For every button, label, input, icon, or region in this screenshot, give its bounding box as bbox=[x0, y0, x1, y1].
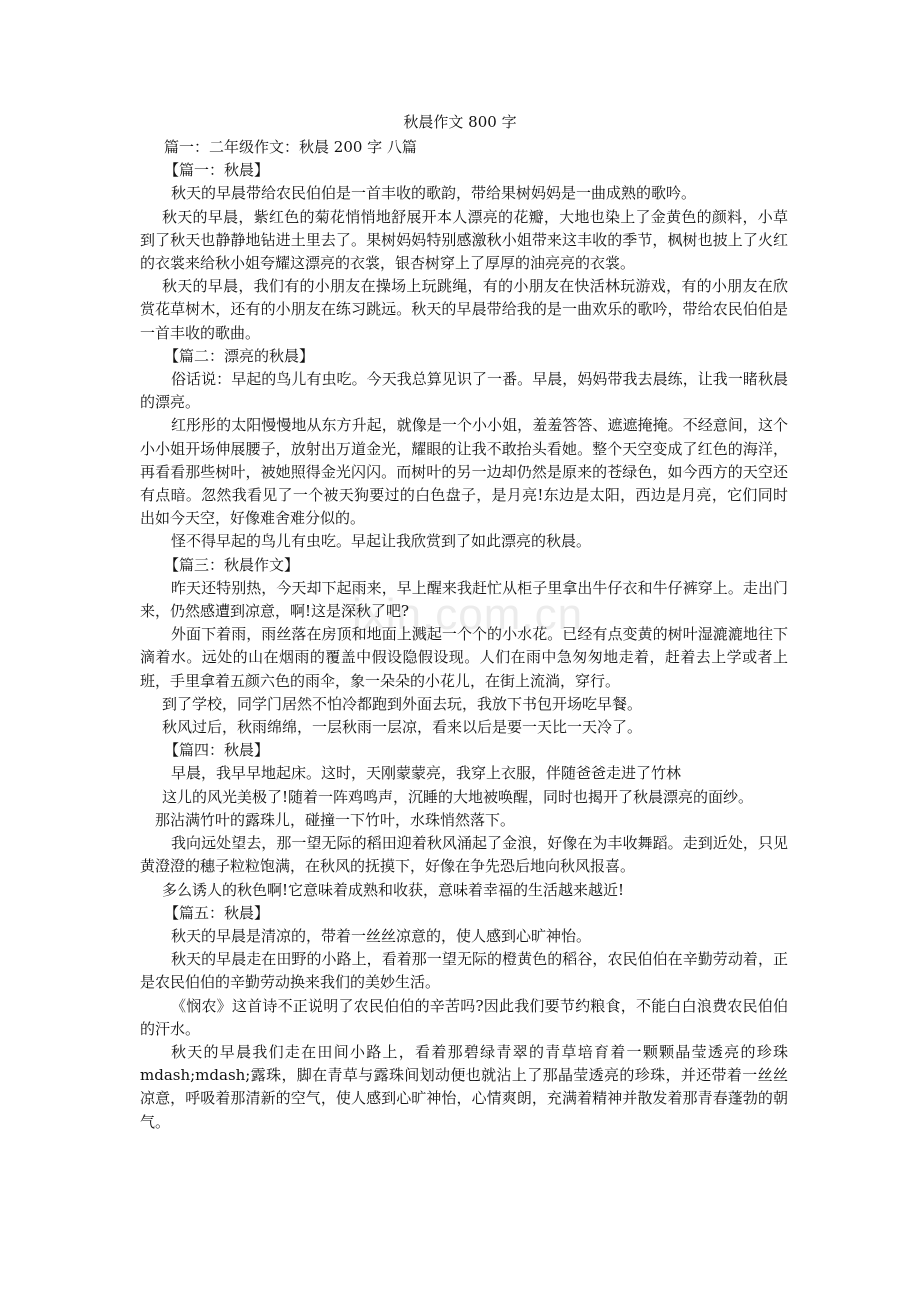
paragraph: 早晨，我早早地起床。这时，天刚蒙蒙亮，我穿上衣服，伴随爸爸走进了竹林 bbox=[171, 764, 682, 783]
document-body bbox=[140, 136, 788, 1134]
essay-heading: 【篇二：漂亮的秋晨】 bbox=[164, 346, 315, 365]
paragraph: 红彤彤的太阳慢慢地从东方升起，就像是一个小小姐，羞羞答答、遮遮掩掩。不经意间，这个小小姐开场伸展腰子，放射出万道金光，耀眼的让我不敢抬头看她。整个天空变成了红色的海洋，再看看那些树叶，被她照得金光闪闪。而树叶的另一边却仍然是原来的苍绿色，如今西方的天空还有点暗。忽然我看见了一个被天狗要过的白色盘子，是月亮!东边是太阳，西边是月亮，它们同时出如今天空，好像难舍难分似的。 bbox=[140, 416, 788, 528]
essay-heading: 【篇三：秋晨作文】 bbox=[164, 555, 300, 574]
paragraph: 那沾满竹叶的露珠儿，碰撞一下竹叶，水珠悄然落下。 bbox=[155, 810, 516, 829]
paragraph: 秋天的早晨，我们有的小朋友在操场上玩跳绳，有的小朋友在快活林玩游戏，有的小朋友在欣赏花草树木，还有的小朋友在练习跳远。秋天的早晨带给我的是一曲欢乐的歌吟，带给农民伯伯是一首丰收的歌曲。 bbox=[140, 277, 788, 342]
paragraph: 秋风过后，秋雨绵绵，一层秋雨一层凉，看来以后是要一天比一天冷了。 bbox=[162, 718, 643, 737]
paragraph: 到了学校，同学门居然不怕冷都跑到外面去玩，我放下书包开场吃早餐。 bbox=[162, 694, 643, 713]
watermark: ixin.com.cn bbox=[352, 590, 584, 639]
paragraph: 秋天的早晨，紫红色的菊花悄悄地舒展开本人漂亮的花瓣，大地也染上了金黄色的颜料，小草到了秋天也静静地钻进土里去了。果树妈妈特别感激秋小姐带来这丰收的季节，枫树也披上了火红的衣裳来给秋小姐夸耀这漂亮的衣裳，银杏树穿上了厚厚的油亮亮的衣裳。 bbox=[140, 207, 788, 273]
paragraph: 外面下着雨，雨丝落在房顶和地面上溅起一个个的小水花。已经有点变黄的树叶湿漉漉地往下滴着水。远处的山在烟雨的覆盖中假设隐假设现。人们在雨中急匆匆地走着，赶着去上学或者上班，手里拿着五颜六色的雨伞，象一朵朵的小花儿，在街上流淌，穿行。 bbox=[140, 625, 788, 690]
section-heading: 篇一：二年级作文：秋晨 200 字 八篇 bbox=[164, 138, 417, 156]
paragraph: 怪不得早起的鸟儿有虫吃。早起让我欣赏到了如此漂亮的秋晨。 bbox=[171, 532, 592, 551]
paragraph: 秋天的早晨是清凉的，带着一丝丝凉意的，使人感到心旷神怡。 bbox=[171, 926, 592, 945]
paragraph: 秋天的早晨我们走在田间小路上，看着那碧绿青翠的青草培育着一颗颗晶莹透亮的珍珠mdash;mdash;露珠，脚在青草与露珠间划动便也就沾上了那晶莹透亮的珍珠，并还带着一丝丝凉意，呼吸着那清新的空气，使人感到心旷神怡，心情爽朗，充满着精神并散发着那青春蓬勃的朝气。 bbox=[140, 1042, 788, 1131]
paragraph: 这儿的风光美极了!随着一阵鸡鸣声，沉睡的大地被唤醒，同时也揭开了秋晨漂亮的面纱。 bbox=[162, 787, 754, 806]
paragraph: 《悯农》这首诗不正说明了农民伯伯的辛苦吗?因此我们要节约粮食，不能白白浪费农民伯伯的汗水。 bbox=[140, 996, 788, 1038]
paragraph: 俗话说：早起的鸟儿有虫吃。今天我总算见识了一番。早晨，妈妈带我去晨练，让我一睹秋晨的漂亮。 bbox=[140, 370, 788, 412]
paragraph: 昨天还特别热，今天却下起雨来，早上醒来我赶忙从柜子里拿出牛仔衣和牛仔裤穿上。走出门来，仍然感遭到凉意，啊!这是深秋了吧? bbox=[140, 578, 788, 621]
essay-heading: 【篇一：秋晨】 bbox=[164, 161, 270, 180]
document-title: 秋晨作文 800 字 bbox=[403, 113, 517, 131]
essay-heading: 【篇五：秋晨】 bbox=[164, 903, 270, 922]
paragraph: 我向远处望去，那一望无际的稻田迎着秋风涌起了金浪，好像在为丰收舞蹈。走到近处，只见黄澄澄的穗子粒粒饱满，在秋风的抚摸下，好像在争先恐后地向秋风报喜。 bbox=[140, 834, 788, 876]
essay-heading: 【篇四：秋晨】 bbox=[164, 741, 270, 760]
paragraph: 秋天的早晨走在田野的小路上，看着那一望无际的橙黄色的稻谷，农民伯伯在辛勤劳动着，正是农民伯伯的辛勤劳动换来我们的美妙生活。 bbox=[140, 950, 788, 992]
paragraph: 秋天的早晨带给农民伯伯是一首丰收的歌韵，带给果树妈妈是一曲成熟的歌吟。 bbox=[171, 184, 697, 203]
paragraph: 多么诱人的秋色啊!它意味着成熟和收获，意味着幸福的生活越来越近! bbox=[162, 880, 625, 899]
